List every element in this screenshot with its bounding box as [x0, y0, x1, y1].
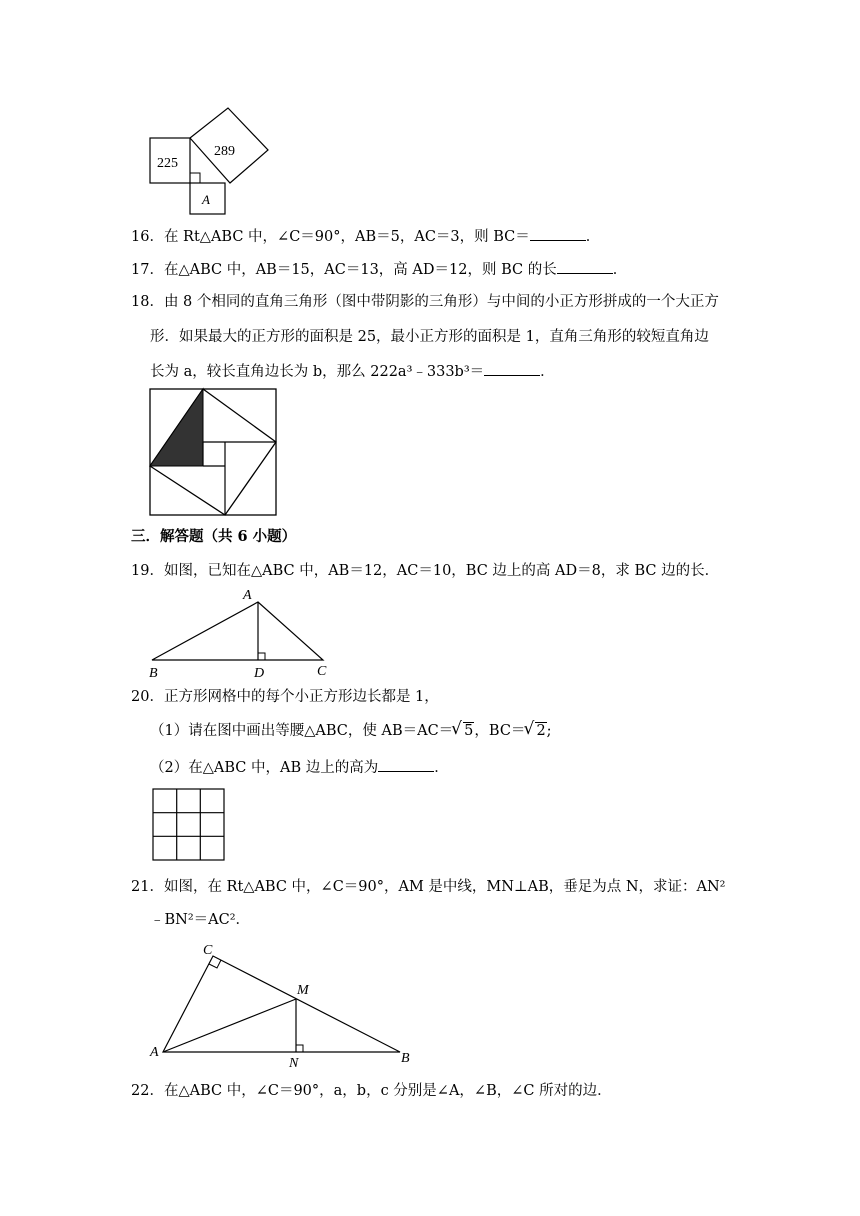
question-20-part-1	[150, 724, 552, 739]
question-17-text: 在△ABC 中，AB＝15，AC＝13，高 AD＝12，则 BC 的长	[163, 262, 557, 278]
three-squares-figure	[140, 100, 280, 220]
right-angle-mark	[190, 173, 200, 183]
section-3-text: 三．解答题（共 6 小题）	[131, 528, 297, 545]
question-20-part-1-prefix: （1）请在图中画出等腰△ABC，使 AB＝AC＝	[150, 723, 454, 739]
question-16-text: 在 Rt△ABC 中，∠C＝90°，AB＝5，AC＝3，则 BC＝	[163, 229, 530, 245]
question-19	[131, 564, 719, 579]
question-18-text-2: 形．如果最大的正方形的面积是 25，最小正方形的面积是 1，直角三角形的较短直角边	[150, 329, 709, 345]
answer-blank-16[interactable]	[530, 228, 586, 241]
triangle-abc-19	[152, 602, 323, 660]
answer-blank-18[interactable]	[484, 363, 540, 376]
sqrt-5: √ 5	[453, 724, 474, 739]
vertex-b-21: B	[401, 1051, 410, 1066]
sqrt-2: √ 2	[525, 724, 546, 739]
question-18-number: 18．	[131, 294, 164, 310]
answer-blank-17[interactable]	[557, 261, 613, 274]
median-am	[163, 999, 296, 1052]
question-22-number: 22．	[131, 1083, 164, 1099]
question-19-text: 如图，已知在△ABC 中，AB＝12，AC＝10，BC 边上的高 AD＝8，求 BC 边的长．	[163, 563, 720, 579]
vertex-m-21: M	[297, 983, 309, 998]
vertex-c-21: C	[203, 943, 213, 958]
question-18-line-3: 长为 a，较长直角边长为 b，那么 222a³﹣333b³＝ ．	[150, 364, 555, 380]
question-18-line-2	[150, 330, 709, 345]
question-18-text-3: 长为 a，较长直角边长为 b，那么 222a³﹣333b³＝	[150, 364, 485, 380]
question-20-text: 正方形网格中的每个小正方形边长都是 1，	[163, 689, 439, 705]
question-18-text-1: 由 8 个相同的直角三角形（图中带阴影的三角形）与中间的小正方形拼成的一个大正方	[163, 294, 719, 310]
question-21-text-2: ﹣BN²＝AC²．	[150, 912, 251, 928]
question-17: 17．在△ABC 中，AB＝15，AC＝13，高 AD＝12，则 BC 的长 ．	[131, 262, 628, 278]
section-3-title	[131, 530, 296, 545]
answer-blank-20[interactable]	[378, 759, 434, 772]
question-21-text-1: 如图，在 Rt△ABC 中，∠C＝90°，AM 是中线，MN⊥AB，垂足为点 N，求证：AN²	[163, 879, 726, 895]
question-21-number: 21．	[131, 879, 164, 895]
question-22	[131, 1084, 612, 1099]
vertex-d-19: D	[254, 666, 265, 680]
vertex-a-19: A	[243, 588, 252, 603]
question-19-number: 19．	[131, 563, 164, 579]
vertex-n-21: N	[289, 1056, 299, 1068]
question-18-line-1	[131, 295, 719, 310]
shaded-triangle	[150, 389, 203, 466]
question-16-number: 16．	[131, 229, 164, 245]
question-20-part-2: （2）在△ABC 中，AB 边上的高为 ．	[150, 760, 449, 776]
question-20-part-1-mid: ，BC＝	[474, 723, 526, 739]
triangle-figure-19	[140, 585, 340, 680]
question-22-text: 在△ABC 中，∠C＝90°，a，b，c 分别是∠A，∠B，∠C 所对的边．	[163, 1083, 612, 1099]
label-289: 289	[214, 144, 235, 159]
question-16: 16．在 Rt△ABC 中，∠C＝90°，AB＝5，AC＝3，则 BC＝ ．	[131, 229, 601, 245]
question-21-line-1	[131, 880, 726, 895]
question-17-number: 17．	[131, 262, 164, 278]
right-angle-mark-n	[296, 1045, 303, 1052]
label-a: A	[202, 192, 210, 207]
question-20-number: 20．	[131, 689, 164, 705]
question-21-line-2	[150, 913, 250, 928]
grid-3x3-figure[interactable]	[152, 788, 226, 862]
question-20-part-1-end: ;	[546, 723, 552, 739]
question-20	[131, 690, 439, 705]
vertex-a-21: A	[150, 1045, 159, 1060]
grid-border	[153, 789, 224, 860]
pinwheel-square-figure	[148, 387, 280, 519]
right-angle-mark-d	[258, 653, 265, 660]
vertex-c-19: C	[317, 664, 327, 679]
triangle-figure-21	[145, 938, 420, 1068]
label-225: 225	[157, 156, 178, 171]
vertex-b-19: B	[149, 666, 158, 680]
question-20-part-2-text: （2）在△ABC 中，AB 边上的高为	[150, 760, 379, 776]
